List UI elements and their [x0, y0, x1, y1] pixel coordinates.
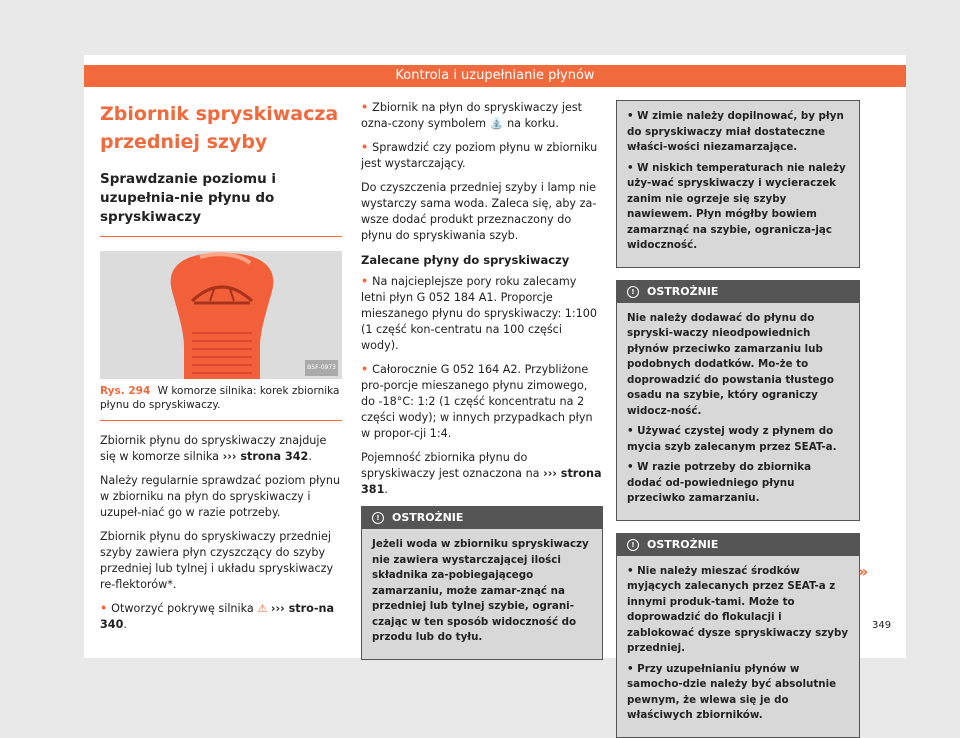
- caution-box: [361, 506, 603, 660]
- column-2: [361, 100, 603, 660]
- bullet-icon: •: [361, 101, 369, 114]
- caution-body: [362, 529, 602, 659]
- bullet-text: Całorocznie G 052 164 A2. Przybliżone pro-porcje mieszanego płynu zimowego, do -18°C: 1:2 (1 część koncentratu na 2 części wody); w innych przypadkach płyn w propor-cji 1:4.: [361, 363, 593, 440]
- figure-caption: [100, 384, 342, 421]
- caution-title: OSTROŻNIE: [647, 284, 719, 298]
- page-link[interactable]: ››› strona 381: [361, 467, 602, 496]
- info-circle-icon: !: [627, 286, 639, 298]
- bullet-text: Używać czystej wody z płynem do mycia szyb zalecanym przez SEAT-a.: [627, 425, 837, 453]
- column-3: [616, 100, 860, 738]
- bullet-icon: •: [627, 662, 638, 675]
- bullet-item: [627, 424, 849, 455]
- caution-header: [362, 507, 602, 529]
- bullet-text: Sprawdzić czy poziom płynu w zbiorniku jest wystarczający.: [361, 141, 598, 170]
- paragraph: Do czyszczenia przedniej szyby i lamp nie wystarczy sama woda. Zaleca się, aby za-wsze dodać produkt przeznaczony do płynu do spryskiwania szyb.: [361, 181, 597, 242]
- bullet-icon: •: [627, 564, 638, 577]
- bullet-icon: •: [361, 363, 369, 376]
- bullet-icon: •: [100, 602, 108, 615]
- bullet-item: [627, 460, 849, 507]
- bullet-icon: •: [627, 161, 638, 174]
- warning-continued-box: [616, 100, 860, 268]
- caution-title: OSTROŻNIE: [647, 537, 719, 551]
- bullet-item: • Otworzyć pokrywę silnika ⚠ ››› stro-na 340.: [100, 602, 335, 631]
- bullet-text: W zimie należy dopilnować, by płyn do spryskiwaczy miał dostateczne właści-wości niezamarzające.: [627, 110, 844, 153]
- caution-text: Nie należy dodawać do płynu do spryski-waczy nieodpowiednich płynów przeciwko zamarzaniu lub podobnych dodatków. Mo-że to doprowadzić do powstania tłustego osadu na szybie, który ograniczy widocz-ność.: [627, 311, 834, 417]
- info-circle-icon: !: [627, 539, 639, 551]
- figure-code: B5F-0973: [305, 360, 338, 376]
- subheading: Zalecane płyny do spryskiwaczy: [361, 253, 570, 267]
- section-subtitle: Sprawdzanie poziomu i uzupełnia-nie płynu do spryskiwaczy: [100, 170, 342, 237]
- bullet-item: [627, 662, 849, 724]
- bullet-item: [361, 274, 603, 354]
- chapter-header: Kontrola i uzupełnianie płynów: [84, 65, 906, 87]
- page-link[interactable]: ››› stro-na 340: [100, 602, 335, 631]
- bullet-icon: •: [361, 141, 369, 154]
- info-circle-icon: !: [372, 512, 384, 524]
- paragraph: Zbiornik płynu do spryskiwaczy przedniej szyby zawiera płyn czyszczący do szyby przedniej lub tylnej i układu spryskiwaczy re-flektorów*.: [100, 530, 334, 591]
- bullet-text: W niskich temperaturach nie należy uży-wać spryskiwaczy i wycieraczek zanim nie ogrzeje się szyby nawiewem. Płyn mógłby bowiem zamarznąć na szybie, ogranicza-jąc widoczność.: [627, 161, 846, 251]
- bullet-icon: •: [627, 425, 638, 437]
- bullet-icon: •: [627, 461, 638, 473]
- paragraph-text: Pojemność zbiornika płynu do spryskiwaczy jest oznaczona na: [361, 451, 540, 480]
- paragraph: Zbiornik płynu do spryskiwaczy znajduje się w komorze silnika ››› strona 342.: [100, 434, 327, 463]
- paragraph: Należy regularnie sprawdzać poziom płynu w zbiorniku na płyn do spryskiwaczy i uzupeł-niać go w razie potrzeby.: [100, 474, 341, 519]
- warning-triangle-icon: ⚠: [257, 602, 268, 615]
- bullet-text: Zbiornik na płyn do spryskiwaczy jest ozna-czony symbolem: [361, 101, 583, 130]
- bullet-text: Nie należy mieszać środków myjących zalecanych przez SEAT-a z innymi produk-tami. Może to doprowadzić do flokulacji i zablokować dysze spryskiwaczy szyby przedniej.: [627, 564, 849, 654]
- caution-box: [616, 533, 860, 738]
- continue-mark: »: [858, 562, 869, 581]
- page-number: 349: [872, 620, 892, 631]
- caution-title: OSTROŻNIE: [392, 511, 464, 524]
- caution-body: [617, 303, 859, 520]
- paragraph-text: Zbiornik płynu do spryskiwaczy znajduje się w komorze silnika: [100, 434, 327, 463]
- bullet-text: W razie potrzeby do zbiornika dodać od-powiedniego płynu przeciwko zamarzaniu.: [627, 461, 812, 504]
- warning-continued-body: [617, 101, 859, 267]
- bullet-text: na korku.: [507, 117, 559, 130]
- figure-label: Rys. 294: [100, 385, 151, 397]
- bullet-text: Przy uzupełnianiu płynów w samocho-dzie należy być absolutnie pewnym, że wlewa się je do właściwych zbiorników.: [627, 662, 837, 721]
- bullet-item: [627, 109, 849, 156]
- caution-body: [617, 556, 859, 737]
- caution-header: [617, 281, 859, 303]
- bullet-text: Otworzyć pokrywę silnika: [111, 602, 254, 615]
- caution-box: [616, 280, 860, 521]
- caution-text: Jeżeli woda w zbiorniku spryskiwaczy nie zawiera wystarczającej ilości składnika za-pobiegającego zamarzaniu, może zamar-znąć na przedniej lub tylnej szybie, ograni-czając w ten sposób widoczność do przodu lub do tyłu.: [372, 538, 589, 643]
- bullet-item: [361, 100, 603, 132]
- figure-caption-text: W komorze silnika: korek zbiornika płynu do spryskiwaczy.: [100, 385, 340, 411]
- bullet-item: [361, 140, 603, 172]
- bullet-item: [361, 362, 603, 442]
- page-link[interactable]: ››› strona 342: [222, 450, 309, 463]
- bullet-icon: •: [627, 110, 638, 122]
- caution-header: [617, 534, 859, 556]
- bullet-icon: •: [361, 275, 369, 288]
- bullet-item: [627, 564, 849, 657]
- paragraph: Pojemność zbiornika płynu do spryskiwaczy jest oznaczona na ››› strona 381.: [361, 451, 602, 496]
- section-title: Zbiornik spryskiwacza przedniej szyby: [100, 103, 339, 153]
- washer-symbol-icon: ⛲: [489, 117, 504, 130]
- bullet-text: Na najcieplejsze pory roku zalecamy letni płyn G 052 184 A1. Proporcje mieszanego płynu do spryskiwaczy: 1:100 (1 część kon-centratu na 100 części wody).: [361, 275, 598, 352]
- column-1: [100, 100, 342, 641]
- bullet-item: [627, 161, 849, 254]
- figure-washer-cap: [100, 251, 342, 379]
